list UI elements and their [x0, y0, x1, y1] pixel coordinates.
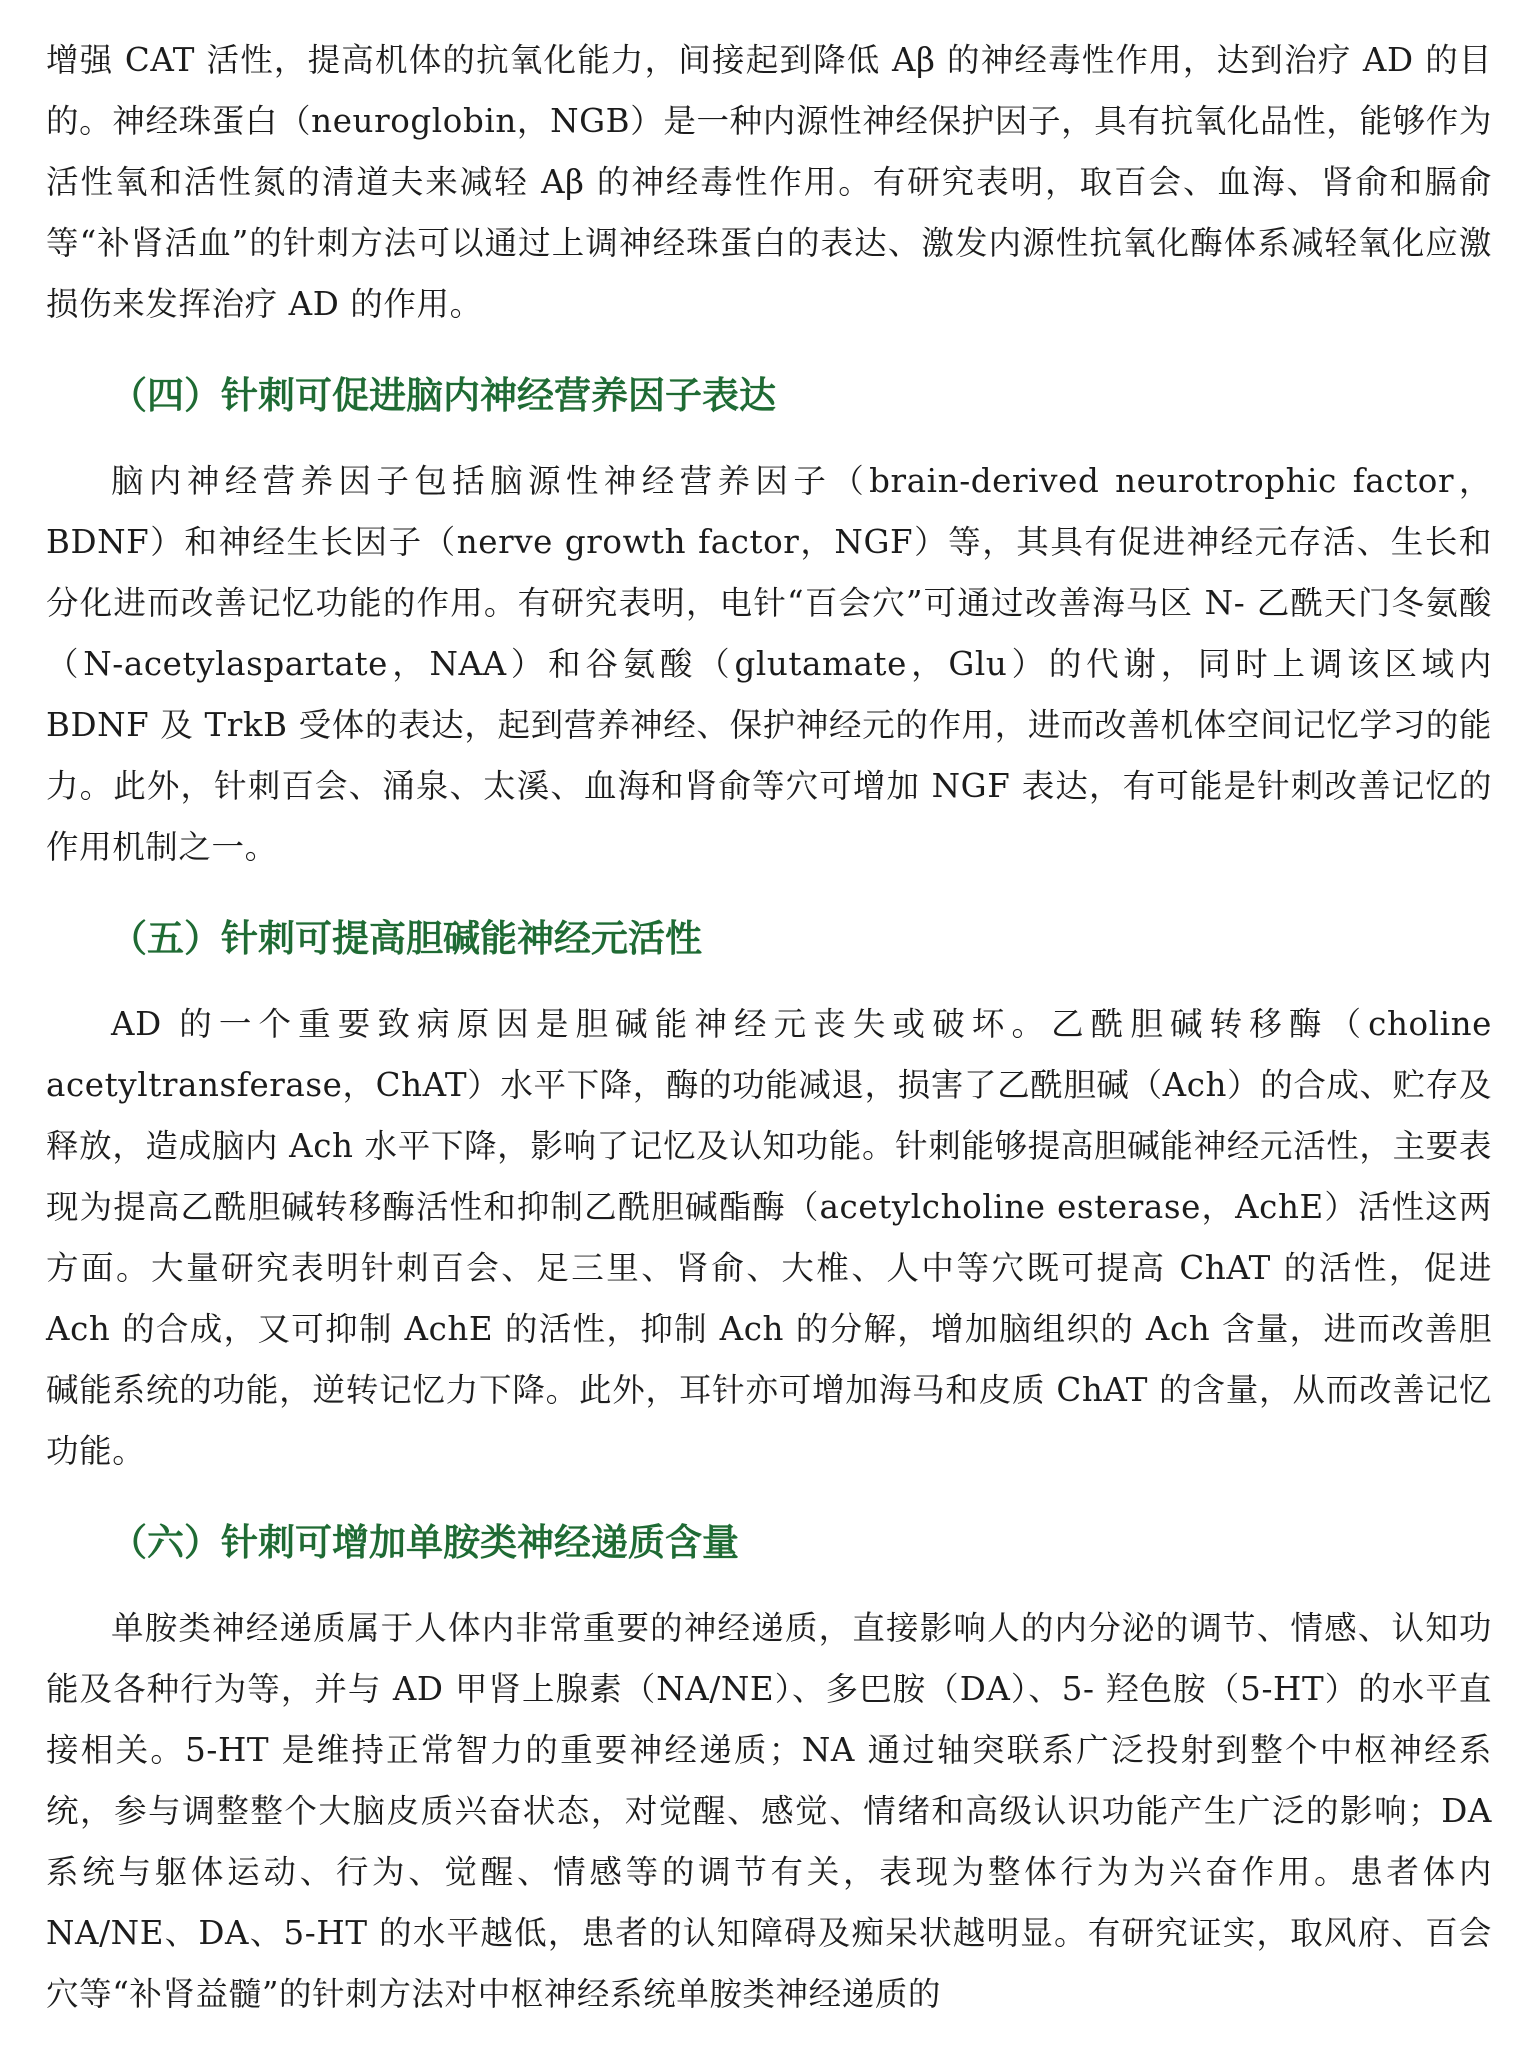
- paragraph-cholinergic-neurons: AD 的一个重要致病原因是胆碱能神经元丧失或破坏。乙酰胆碱转移酶（choline acetyltransferase，ChAT）水平下降，酶的功能减退，损害了乙酰胆碱（Ach）的合成、贮存及释放，造成脑内 Ach 水平下降，影响了记忆及认知功能。针刺能够提高胆碱能神经元活性，主要表现为提高乙酰胆碱转移酶活性和抑制乙酰胆碱酯酶（acetylcholine esterase，AchE）活性这两方面。大量研究表明针刺百会、足三里、肾俞、大椎、人中等穴既可提高 ChAT 的活性，促进 Ach 的合成，又可抑制 AchE 的活性，抑制 Ach 的分解，增加脑组织的 Ach 含量，进而改善胆碱能系统的功能，逆转记忆力下降。此外，耳针亦可增加海马和皮质 ChAT 的含量，从而改善记忆功能。: [46, 1005, 1492, 1470]
- paragraph-neurotrophic-factors: 脑内神经营养因子包括脑源性神经营养因子（brain-derived neurotrophic factor，BDNF）和神经生长因子（nerve growth factor，NGF）等，其具有促进神经元存活、生长和分化进而改善记忆功能的作用。有研究表明，电针“百会穴”可通过改善海马区 N- 乙酰天门冬氨酸（N-acetylaspartate，NAA）和谷氨酸（glutamate，Glu）的代谢，同时上调该区域内 BDNF 及 TrkB 受体的表达，起到营养神经、保护神经元的作用，进而改善机体空间记忆学习的能力。此外，针刺百会、涌泉、太溪、血海和肾俞等穴可增加 NGF 表达，有可能是针刺改善记忆的作用机制之一。: [46, 462, 1492, 866]
- section-heading-4: （四）针刺可促进脑内神经营养因子表达: [110, 374, 776, 417]
- paragraph-antioxidant: 增强 CAT 活性，提高机体的抗氧化能力，间接起到降低 Aβ 的神经毒性作用，达到治疗 AD 的目的。神经珠蛋白（neuroglobin，NGB）是一种内源性神经保护因子，具有抗氧化品性，能够作为活性氧和活性氮的清道夫来减轻 Aβ 的神经毒性作用。有研究表明，取百会、血海、肾俞和膈俞等“补肾活血”的针刺方法可以通过上调神经珠蛋白的表达、激发内源性抗氧化酶体系减轻氧化应激损伤来发挥治疗 AD 的作用。: [46, 41, 1492, 323]
- section-heading-6: （六）针刺可增加单胺类神经递质含量: [110, 1521, 739, 1564]
- section-heading-5: （五）针刺可提高胆碱能神经元活性: [110, 917, 702, 960]
- paragraph-monoamine-neurotransmitters: 单胺类神经递质属于人体内非常重要的神经递质，直接影响人的内分泌的调节、情感、认知功能及各种行为等，并与 AD 甲肾上腺素（NA/NE）、多巴胺（DA）、5- 羟色胺（5-HT）的水平直接相关。5-HT 是维持正常智力的重要神经递质；NA 通过轴突联系广泛投射到整个中枢神经系统，参与调整整个大脑皮质兴奋状态，对觉醒、感觉、情绪和高级认识功能产生广泛的影响；DA 系统与躯体运动、行为、觉醒、情感等的调节有关，表现为整体行为为兴奋作用。患者体内 NA/NE、DA、5-HT 的水平越低，患者的认知障碍及痴呆状越明显。有研究证实，取风府、百会穴等“补肾益髓”的针刺方法对中枢神经系统单胺类神经递质的: [46, 1609, 1492, 2013]
